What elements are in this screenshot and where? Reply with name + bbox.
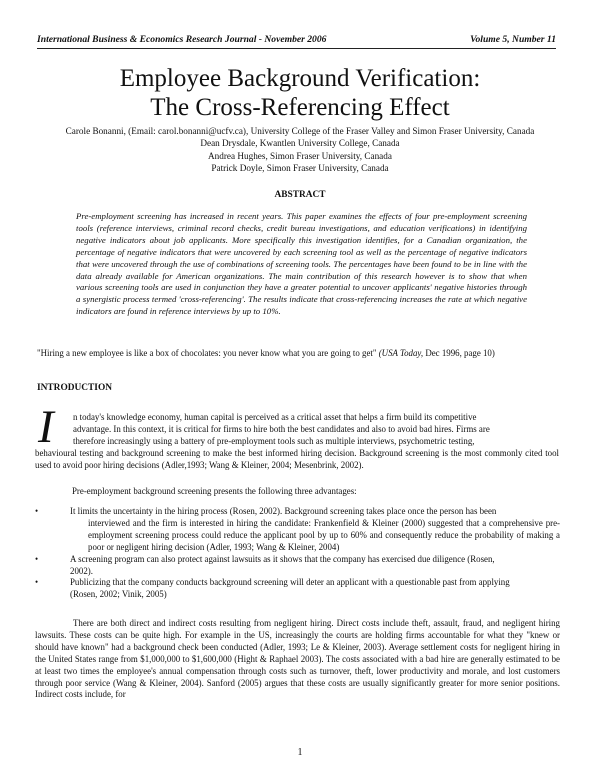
author-2: Dean Drysdale, Kwantlen University College, Canada	[200, 138, 400, 149]
running-header	[37, 34, 556, 49]
quote-text: "Hiring a new employee is like a box of chocolates: you never know what you are going to get"	[37, 348, 377, 358]
paper-title	[0, 64, 600, 122]
paragraph-line: behavioural testing and background screening to make the best informed hiring decision. Background screening is the most commonly cited tool used to avoid poor hiring decisions (Adler,1993; Wang & Kleiner, 2004; Mesenbrink, 2002).	[35, 447, 559, 470]
drop-cap: I	[38, 401, 54, 453]
quote-date: Dec 1996, page 10)	[425, 348, 495, 358]
author-3: Andrea Hughes, Simon Fraser University, Canada	[208, 150, 392, 161]
intro-paragraph-2: Pre-employment background screening presents the following three advantages:	[72, 486, 357, 496]
paragraph-line: advantage. In this context, it is critical for firms to hire both the best candidates and also to avoid bad hires. Firms are	[73, 423, 490, 434]
bullet-marker: •	[35, 577, 39, 588]
page-number: 1	[297, 747, 303, 758]
paragraph-line: therefore increasingly using a battery of pre-employment tools such as multiple interviews, psychometric testing,	[73, 435, 475, 446]
author-list	[0, 125, 600, 174]
intro-paragraph-3: There are both direct and indirect costs resulting from negligent hiring. Direct costs include theft, assault, fraud, and negligent hiring lawsuits. These costs can be quite high. For example in the US, increasingly the courts are holding firms accountable for what they "knew or should have known" had a background check been conducted (Adler, 1993; Le & Kleiner, 2003). Average settlement costs for negligent hiring in the United States range from $1,000,000 to $1,600,000 (Hight & Raphael 2003). The costs associated with a bad hire are generally estimated to be at least two times the employee's annual compensation through costs such as turnover, theft, lower productivity and morale, and lost customers through poor service (Wang & Kleiner, 2004). Sanford (2005) argues that these costs are usually significantly greater for more senior positions. Indirect costs include, for	[35, 618, 560, 700]
author-4: Patrick Doyle, Simon Fraser University, Canada	[211, 162, 389, 173]
list-item-continuation: interviewed and the firm is interested in hiring the candidate: Frankenfield & Kleiner (2000) suggested that a comprehensive pre-employment screening process could reduce the applicant pool by up to 60% and consequently reduce the probability of making a poor or negligent hiring decision (Adler, 1993; Wang & Kleiner, 2004)	[88, 517, 560, 552]
list-item-continuation: (Rosen, 2002; Vinik, 2005)	[70, 589, 167, 600]
list-item-continuation: 2002).	[70, 565, 93, 576]
list-item-first-line: Publicizing that the company conducts background screening will deter an applicant with a questionable past from applying	[70, 577, 510, 588]
introduction-heading: INTRODUCTION	[37, 383, 113, 393]
journal-name: International Business & Economics Research Journal - November 2006	[37, 34, 327, 45]
list-item-first-line: A screening program can also protect against lawsuits as it shows that the company has exercised due diligence (Rosen,	[70, 553, 495, 564]
list-item	[35, 577, 560, 601]
bullet-marker: •	[35, 553, 39, 564]
advantages-list	[35, 506, 560, 601]
intro-paragraph-1	[35, 412, 559, 472]
abstract-text: Pre-employment screening has increased in recent years. This paper examines the effects of four pre-employment screening tools (reference interviews, criminal record checks, credit bureau investigations, and education verifications) in identifying negative indicators about job applicants. More specifically this investigation identifies, for a Canadian organization, the percentage of negative indicators that were uncovered by each screening tool as well as the percentage of negative indicators that were uncovered through the use of combinations of screening tools. The percentages have been found to be in line with the data already available for American organizations. The main contribution of this research however is to show that when various screening tools are used in conjunction they have a greater potential to uncover applicants' negative histories through a synergistic process termed 'cross-referencing'. The results indicate that cross-referencing increases the rate at which negative indicators are found in reference interviews by up to 10%.	[76, 211, 527, 317]
volume-number: Volume 5, Number 11	[470, 34, 556, 45]
list-item	[35, 554, 560, 578]
author-1: Carole Bonanni, (Email: carol.bonanni@ucfv.ca), University College of the Fraser Valley and Simon Fraser University, Canada	[65, 126, 535, 136]
title-line-1: Employee Background Verification:	[119, 65, 481, 92]
paragraph-line: n today's knowledge economy, human capital is perceived as a critical asset that helps a firm build its competitive	[73, 412, 477, 422]
bullet-marker: •	[35, 506, 39, 516]
quote-source: (USA Today,	[378, 348, 424, 358]
title-line-2: The Cross-Referencing Effect	[150, 94, 450, 121]
abstract-heading: ABSTRACT	[274, 190, 326, 200]
list-item	[35, 506, 560, 554]
list-item-first-line: It limits the uncertainty in the hiring process (Rosen, 2002). Background screening takes place once the person has been	[70, 506, 497, 516]
epigraph-quote	[37, 347, 577, 359]
